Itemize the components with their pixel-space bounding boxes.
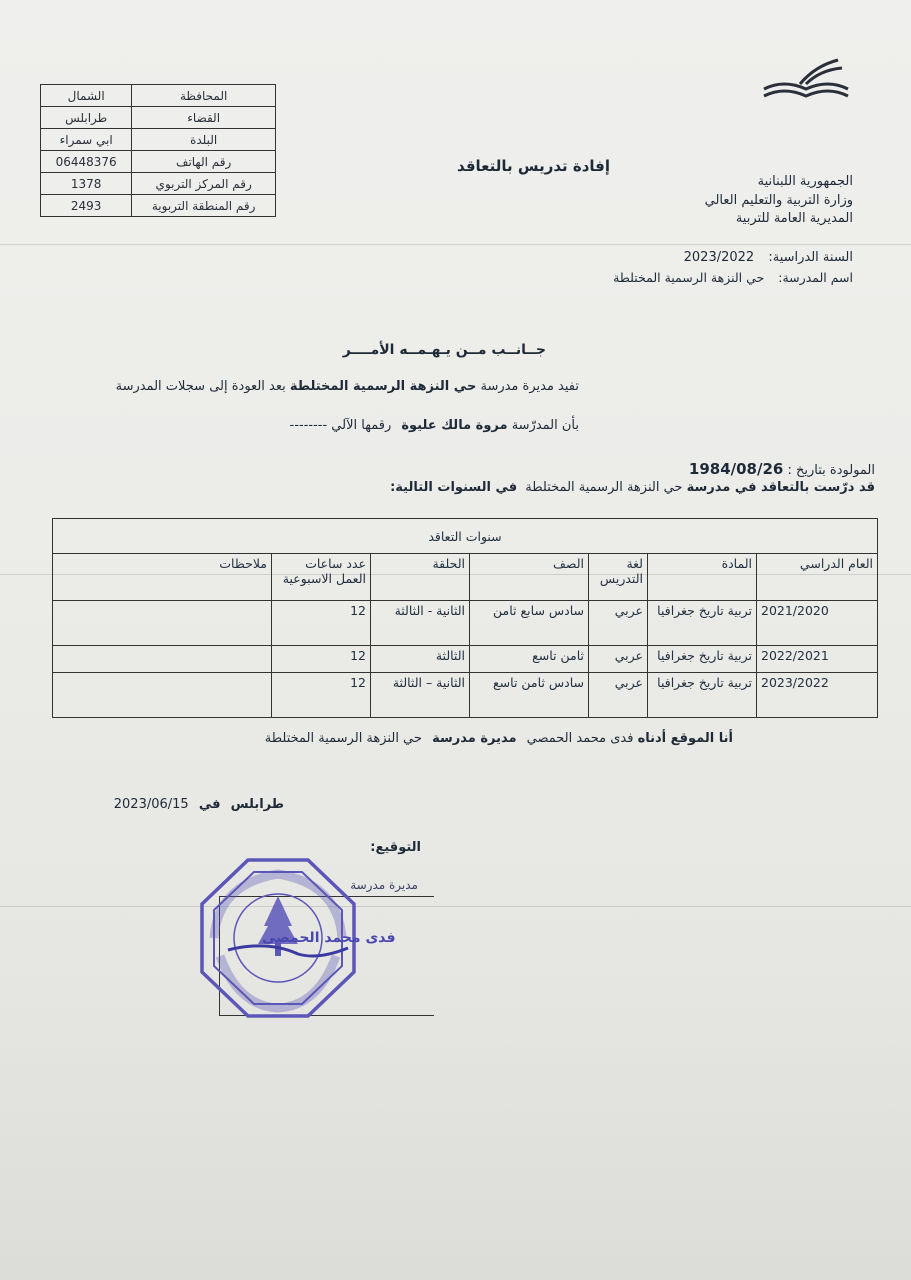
statement-line-1 (116, 379, 579, 394)
principal-title: مديرة مدرسة (350, 878, 418, 892)
issue-date: 2023/06/15 (113, 797, 189, 812)
signer-line (265, 731, 733, 746)
info-label: القضاء (132, 107, 276, 129)
signer-name: فدى محمد الحمصي (526, 731, 634, 746)
teacher-name: مروة مالك عليوة (401, 418, 508, 433)
school-year-value: 2023/2022 (683, 250, 755, 265)
table-row (53, 601, 878, 646)
statement-text: قد درّست بالتعاقد في مدرسة (686, 480, 875, 495)
info-label: رقم المركز التربوي (132, 173, 276, 195)
cell-grade: ثامن تاسع (470, 646, 589, 673)
school-name-bold: حي النزهة الرسمية المختلطة (289, 379, 477, 394)
info-value: 2493 (41, 195, 132, 217)
birth-date-value: 1984/08/26 (688, 460, 784, 478)
document-title: إفادة تدريس بالتعاقد (457, 157, 610, 175)
cell-hours: 12 (272, 601, 371, 646)
cell-language: عربي (589, 673, 648, 718)
info-value: طرابلس (41, 107, 132, 129)
info-row (41, 173, 276, 195)
cell-hours: 12 (272, 673, 371, 718)
column-header: المادة (648, 554, 757, 601)
cell-notes (53, 673, 272, 718)
fold-line (0, 906, 911, 907)
column-header: ملاحظات (53, 554, 272, 601)
in-word: في (198, 797, 221, 812)
table-caption: سنوات التعاقد (53, 519, 878, 554)
info-value: 06448376 (41, 151, 132, 173)
table-row (53, 646, 878, 673)
info-row (41, 151, 276, 173)
info-row (41, 85, 276, 107)
statement-text: في السنوات التالية: (390, 480, 518, 495)
place-date-line (114, 797, 284, 812)
column-header: عدد ساعات العمل الاسبوعية (272, 554, 371, 601)
employee-number: رقمها الآلي -------- (289, 418, 392, 433)
cell-year: 2021/2020 (757, 601, 878, 646)
signer-role: مديرة مدرسة (432, 731, 517, 746)
cell-notes (53, 646, 272, 673)
school-year-line (684, 250, 853, 265)
cell-subject: تربية تاريخ جغرافيا (648, 673, 757, 718)
school-name: حي النزهة الرسمية المختلطة (264, 731, 422, 746)
cell-year: 2023/2022 (757, 673, 878, 718)
salutation: جــانــب مــن يـهـمــه الأمــــر (342, 342, 546, 358)
republic-name: الجمهورية اللبنانية (757, 174, 853, 189)
cell-cycle: الثانية – الثالثة (371, 673, 470, 718)
info-row (41, 195, 276, 217)
cell-subject: تربية تاريخ جغرافيا (648, 601, 757, 646)
school-name-line (613, 270, 853, 285)
cell-cycle: الثانية - الثالثة (371, 601, 470, 646)
cell-subject: تربية تاريخ جغرافيا (648, 646, 757, 673)
school-name: حي النزهة الرسمية المختلطة (525, 480, 683, 495)
school-year-label: السنة الدراسية: (768, 250, 853, 265)
contract-line (390, 480, 875, 495)
birth-date-line (689, 460, 875, 478)
column-header: الصف (470, 554, 589, 601)
info-value: الشمال (41, 85, 132, 107)
info-label: البلدة (132, 129, 276, 151)
info-label: رقم المنطقة التربوية (132, 195, 276, 217)
cell-cycle: الثالثة (371, 646, 470, 673)
info-row (41, 107, 276, 129)
cell-notes (53, 601, 272, 646)
place-name: طرابلس (230, 797, 284, 812)
statement-text: تفيد مديرة مدرسة (480, 379, 579, 394)
school-name-label: اسم المدرسة: (778, 270, 853, 285)
contract-years-table (52, 518, 878, 718)
directorate-name: المديرية العامة للتربية (735, 211, 853, 226)
cell-grade: سادس سابع ثامن (470, 601, 589, 646)
cell-hours: 12 (272, 646, 371, 673)
stamp-principal-name: فدى محمد الحمصي (262, 930, 396, 946)
column-header: لغة التدريس (589, 554, 648, 601)
ministry-name: وزارة التربية والتعليم العالي (704, 193, 853, 208)
column-header: الحلقة (371, 554, 470, 601)
info-label: المحافظة (132, 85, 276, 107)
statement-text: بعد العودة إلى سجلات المدرسة (115, 379, 286, 394)
table-row (53, 673, 878, 718)
signature-label: التوقيع: (370, 840, 421, 855)
column-header: العام الدراسي (757, 554, 878, 601)
birth-date-label: المولودة بتاريخ : (787, 463, 875, 478)
cell-language: عربي (589, 601, 648, 646)
info-value: 1378 (41, 173, 132, 195)
ministry-book-logo-icon (760, 56, 852, 104)
school-info-table (40, 84, 276, 217)
school-name-value: حي النزهة الرسمية المختلطة (613, 270, 765, 285)
statement-text: بأن المدرّسة (511, 418, 579, 433)
fold-line (0, 244, 911, 245)
cell-language: عربي (589, 646, 648, 673)
cell-grade: سادس ثامن تاسع (470, 673, 589, 718)
signer-text: أنا الموقع أدناه (637, 731, 733, 746)
info-label: رقم الهاتف (132, 151, 276, 173)
table-header-row (53, 554, 878, 601)
cell-year: 2022/2021 (757, 646, 878, 673)
info-value: ابي سمراء (41, 129, 132, 151)
info-row (41, 129, 276, 151)
statement-line-2 (290, 418, 579, 433)
